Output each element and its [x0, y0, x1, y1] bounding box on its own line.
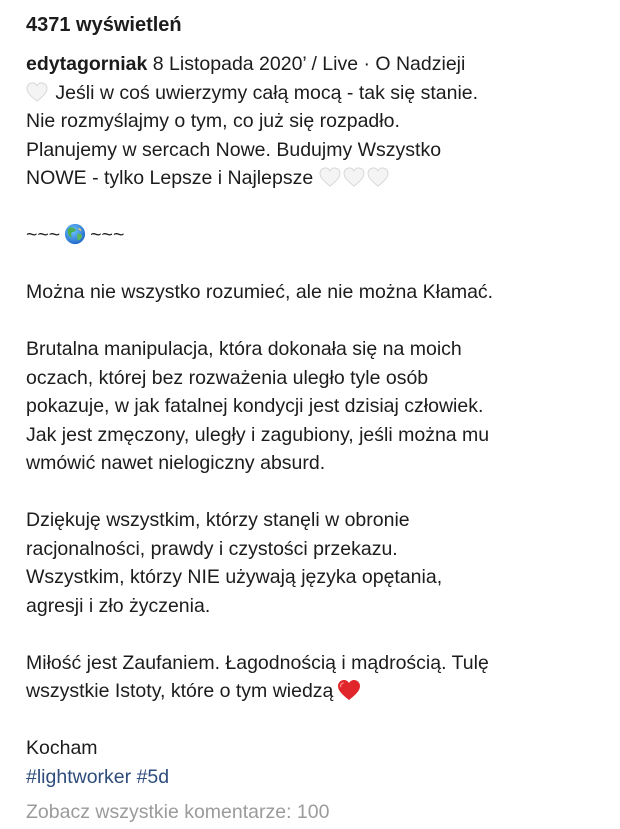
globe-icon — [64, 223, 86, 245]
caption-line — [26, 79, 604, 108]
view-all-comments-link[interactable]: Zobacz wszystkie komentarze: 100 — [26, 801, 330, 823]
caption-line: Nie rozmyślajmy o tym, co już się rozpadło. — [26, 110, 400, 132]
caption-line: Brutalna manipulacja, która dokonała się na moich — [26, 338, 462, 360]
caption-line: racjonalności, prawdy i czystości przekazu. — [26, 537, 398, 560]
view-count: 4371 wyświetleń — [26, 14, 182, 36]
blank-line — [26, 307, 604, 336]
sign-off: Kocham — [26, 737, 98, 759]
caption-text-line: wszystkie Istoty, które o tym wiedzą — [26, 680, 334, 702]
white-heart-icon — [319, 167, 341, 187]
hashtag-link[interactable]: #5d — [136, 765, 170, 788]
blank-line — [26, 706, 604, 735]
blank-line — [26, 620, 604, 649]
caption-text — [26, 50, 604, 791]
post-date-title: 8 Listopada 2020’ / Live · O Nadzieji — [152, 53, 466, 75]
caption-line: Dziękuję wszystkim, którzy stanęli w obronie — [26, 509, 410, 531]
caption-line: Wszystkim, którzy NIE używają języka opętania, — [26, 566, 443, 588]
white-heart-icon — [367, 167, 389, 187]
caption-line: wmówić nawet nielogiczny absurd. — [26, 452, 326, 474]
caption-line — [26, 677, 604, 706]
tilde-divider: ~~~ — [90, 224, 125, 246]
caption-line: agresji i zło życzenia. — [26, 594, 211, 617]
hashtag-link[interactable]: #lightworker — [26, 765, 132, 788]
divider-line — [26, 221, 604, 250]
paragraph-1: Można nie wszystko rozumieć, ale nie można Kłamać. — [26, 281, 494, 303]
white-heart-icon — [26, 82, 48, 102]
caption-line: Planujemy w sercach Nowe. Budujmy Wszystko — [26, 138, 442, 161]
hashtags — [26, 763, 604, 792]
paragraph-4 — [26, 649, 604, 706]
white-heart-icon — [343, 167, 365, 187]
paragraph-3 — [26, 506, 604, 620]
blank-line — [26, 193, 604, 222]
tilde-divider: ~~~ — [26, 224, 61, 246]
paragraph-2 — [26, 335, 604, 478]
caption-line: oczach, której bez rozważenia uległo tyle osób — [26, 366, 429, 389]
caption-line: Jak jest zmęczony, uległy i zagubiony, jeśli można mu — [26, 423, 490, 446]
caption-first-line — [26, 50, 604, 79]
caption-line: pokazuje, w jak fatalnej kondycji jest dzisiaj człowiek. — [26, 395, 484, 417]
caption-text-line: Jeśli w coś uwierzymy całą mocą - tak się stanie. — [55, 81, 479, 104]
blank-line — [26, 250, 604, 279]
caption-line — [26, 164, 604, 193]
red-heart-icon — [337, 679, 361, 701]
caption-text-line: NOWE - tylko Lepsze i Najlepsze — [26, 167, 314, 189]
blank-line — [26, 478, 604, 507]
author-username[interactable]: edytagorniak — [26, 53, 148, 75]
caption-line: Miłość jest Zaufaniem. Łagodnością i mądrością. Tulę — [26, 651, 489, 674]
